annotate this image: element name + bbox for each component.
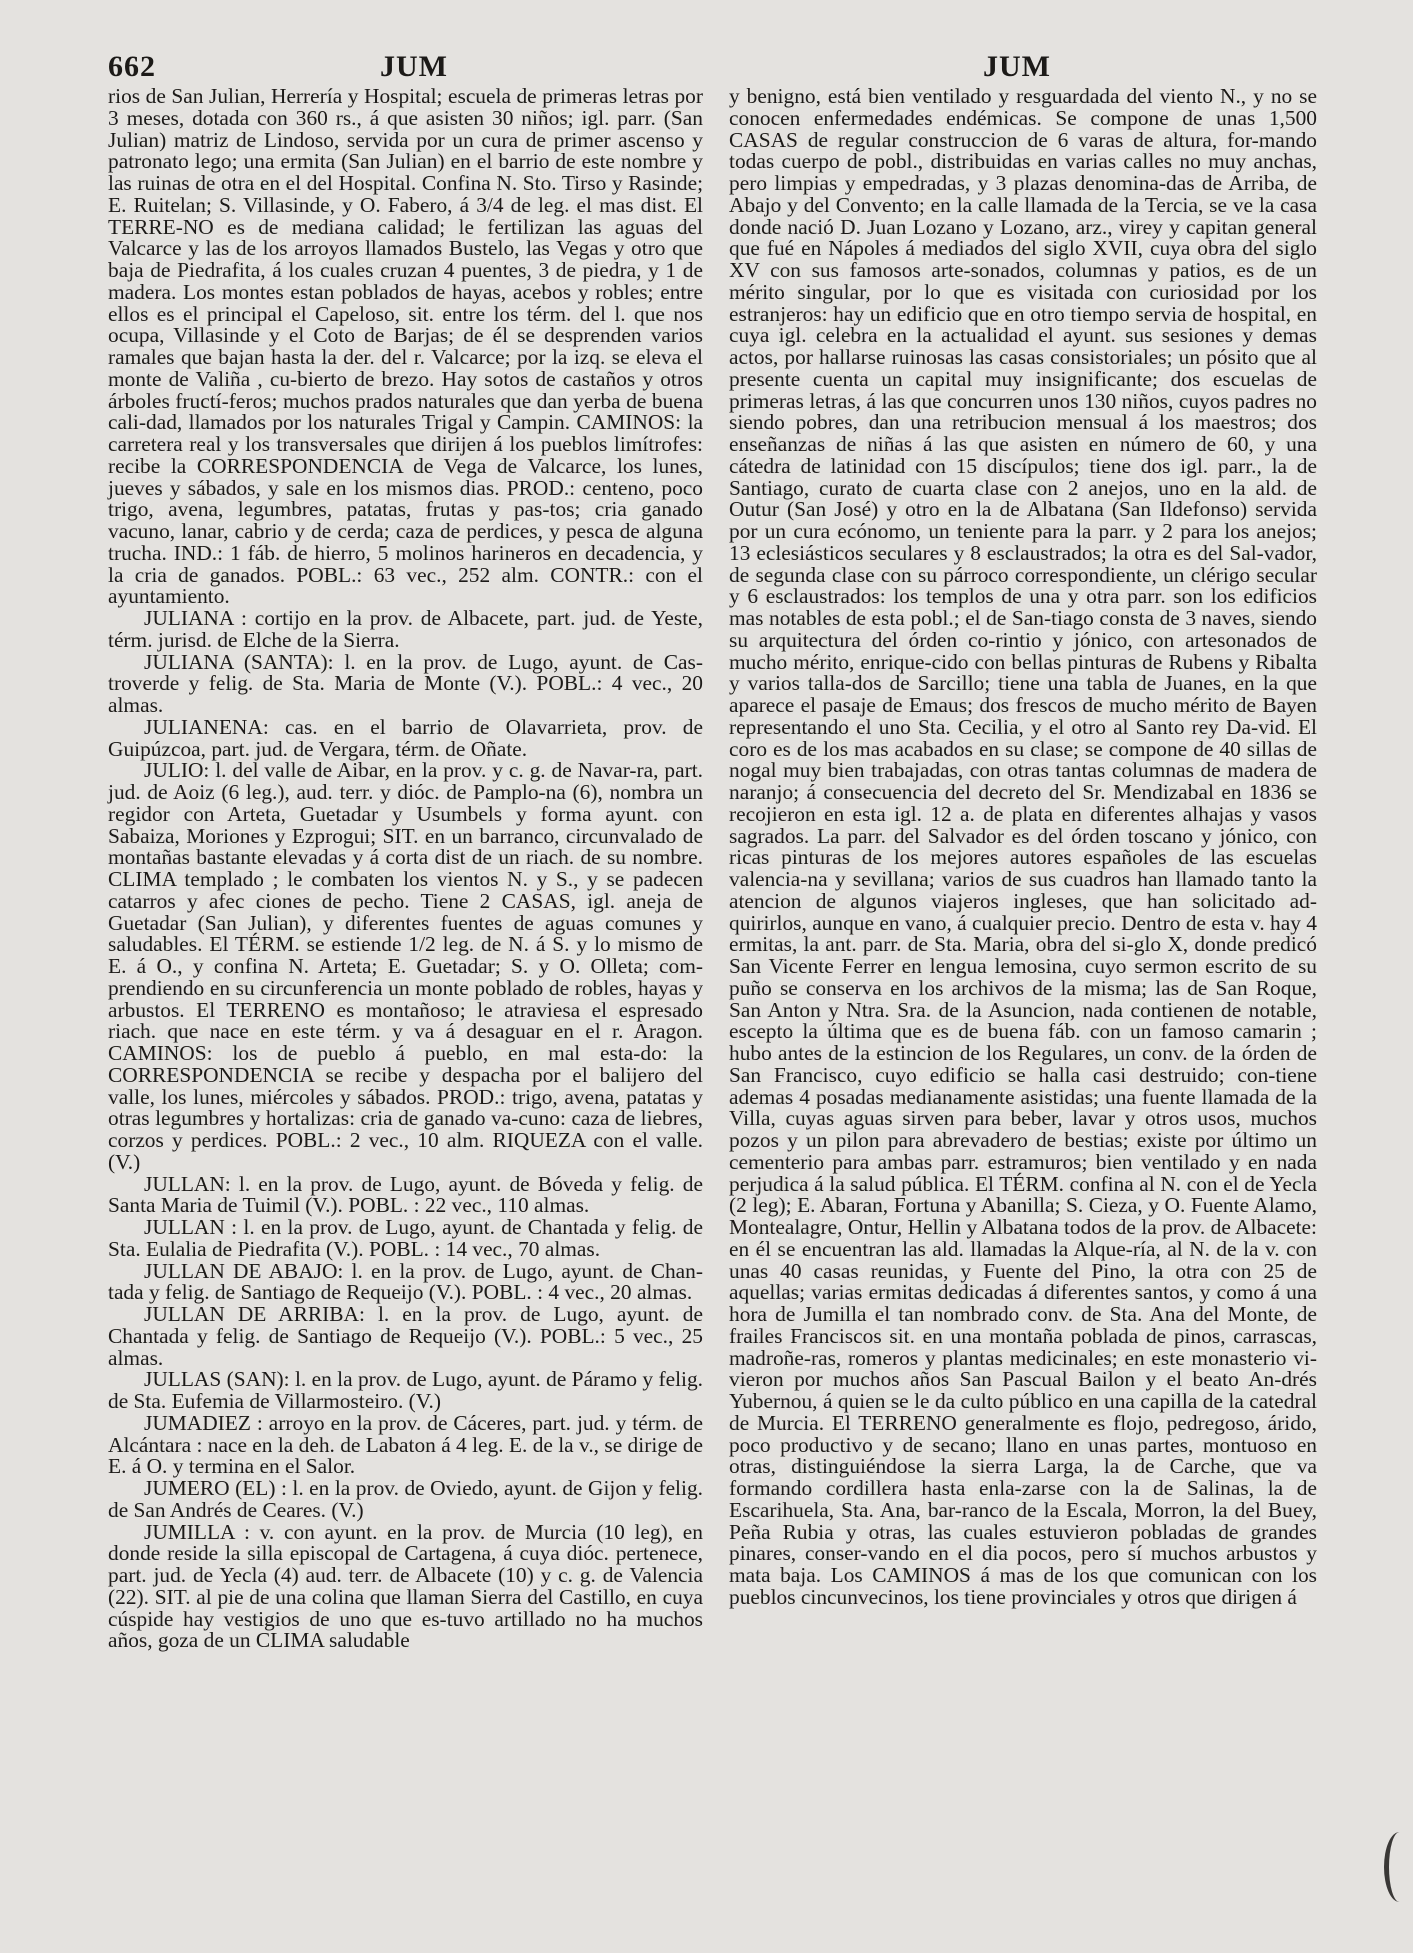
- text-line: de Albacete: en él se encuentran las ald. llamadas la Alque-: [729, 1215, 1317, 1261]
- text-line: hayas y arbustos. El TERRENO es montañoso; le atraviesa el: [108, 975, 704, 1022]
- text-line: que al presente cuenta un capital muy insignificante; dos: [729, 345, 1317, 391]
- text-line: quirirlos, aunque en vano, á cualquier precio. Dentro de esta: [729, 910, 1245, 935]
- text-line: das de Arriba, de Abajo y del Convento; en la calle llamada de: [729, 171, 1317, 217]
- text-line: 20 almas.: [108, 671, 703, 717]
- text-line: y benigno, está bien ventilado y resguardada del viento N., y: [729, 84, 1264, 108]
- text-line: Pino, la otra con 25 de aquellas; varias ermitas dedicadas: [729, 1258, 1317, 1305]
- text-line: y 1 de madera. Los montes estan poblados de hayas, acebos: [108, 258, 703, 304]
- text-line: la carretera real y los transversales que dirijen á los pueblos: [108, 410, 703, 456]
- text-line: bierto de brezo. Hay sotos de castaños y otros árboles fructí-: [108, 366, 703, 413]
- text-line: no se conocen enfermedades endémicas. Se compone de unas: [729, 84, 1317, 130]
- text-line: dad, llamados por los naturales Trigal y Campin. CAMINOS:: [146, 410, 682, 435]
- margin-bracket-mark: [1384, 1832, 1413, 1902]
- text-line: almas.: [636, 1280, 693, 1305]
- text-line: 1,500 CASAS de regular construccion de 6 varas de altura, for-: [729, 105, 1317, 152]
- text-line: vando en el dia pocos, pero sí muchos arbustos y mata baja.: [729, 1541, 1317, 1587]
- text-line: del r. Valcarce; por la izq. se eleva el monte de Valiña , cu-: [108, 345, 703, 391]
- text-line: Montealagre, Ontur, Hellin y Albatana todos de la prov.: [729, 1215, 1206, 1239]
- running-head-right: JUM: [983, 50, 1051, 83]
- text-line: San Francisco, cuyo edificio se halla casi destruido; con-: [729, 1062, 1276, 1087]
- text-line: eclesiásticos seculares y 8 esclaustrados; la otra es del Sal-: [756, 540, 1264, 565]
- text-line: de la misma; las de San Roque, San Anton y Ntra. Sra. de: [729, 975, 1317, 1022]
- text-line: Julian), y diferentes fuentes de aguas comunes y saludables.: [108, 910, 704, 957]
- text-line: pertenece, part. jud. de Yecla (4) aud. terr. de Albacete (10): [108, 1541, 703, 1587]
- text-line: los lunes, jueves y sábados, y sale en los mismos dias. PROD.:: [108, 453, 704, 500]
- text-line: felig. de Santa Maria de Tuimil (V.). POBL. : 22 vec., 110: [108, 1171, 703, 1218]
- text-line: la Asuncion, nada contienen de notable, escepto la última: [729, 997, 1317, 1044]
- text-line: cuarta clase con 2 anejos, uno en la ald. de Outur (San José): [729, 475, 1317, 522]
- text-line: el pasaje de Emaus; dos frescos de mucho mérito de Bayen: [800, 693, 1317, 717]
- text-line: Abaran, Fortuna y Abanilla; S. Cieza, y O. Fuente Alamo,: [819, 1193, 1317, 1218]
- text-line: tos; cria ganado vacuno, lanar, cabrio y de cerda; caza de: [108, 497, 703, 543]
- entry-paragraph: [108, 1519, 703, 1653]
- text-line: JUMILLA : v. con ayunt. en la prov. de Murcia (10 leg),: [144, 1519, 674, 1544]
- text-line: que es de buena fáb. con un famoso camarin ; hubo antes: [729, 1019, 1317, 1065]
- text-line: pública. El TÉRM. confina al N. con el de Yecla (2 leg); E.: [729, 1171, 1317, 1218]
- text-line: alm. RIQUEZA con el valle. (V.): [108, 1128, 703, 1174]
- text-line: por hallarse ruinosas las casas consistoriales; un pósito: [784, 345, 1259, 369]
- text-line: Los CAMINOS á mas de los que comunican con los pueblos: [729, 1563, 1317, 1609]
- text-line: y las de los arroyos llamados Bustelo, las Vegas y otro que: [188, 236, 703, 261]
- running-head-left: JUM: [380, 50, 448, 83]
- text-line: de primer ascenso y patronato lego; una ermita (San Julian): [108, 127, 703, 174]
- text-line: de 40 sillas de nogal muy bien trabajadas, con otras tantas: [729, 736, 1317, 783]
- text-line: el r. Aragon. CAMINOS: los de pueblo á pueblo, en mal esta-: [108, 1019, 703, 1065]
- entry-paragraph: [108, 1478, 703, 1522]
- text-line: espresado riach. que nace en este térm. y va á desaguar en: [108, 997, 703, 1044]
- text-line: ría, al N. de la v. con unas 40 casas reunidas, y Fuente del: [729, 1236, 1317, 1283]
- text-line: rintio y jónico, con artesonados de mucho mérito, enrique-: [729, 627, 1317, 674]
- text-line: 25 almas.: [108, 1323, 703, 1370]
- text-line: JULIANENA: cas. en el barrio de Olavarrieta, prov. de: [144, 714, 703, 739]
- text-line: dos de Sarcillo; tiene una tabla de Juanes, en la que aparece: [729, 671, 1317, 717]
- entry-paragraph: [108, 1369, 703, 1413]
- text-line: del Sr. Mendizabal en 1836 se recojieron en esta igl. 12 a.: [729, 780, 1317, 826]
- text-line: sonados, columnas y patios, es de un mérito singular, por lo: [729, 258, 1317, 304]
- text-line: 63 vec., 252 alm. CONTR.: con el ayuntamiento.: [108, 562, 703, 609]
- text-line: en donde reside la silla episcopal de Cartagena, á cuya dióc.: [108, 1519, 703, 1566]
- text-line: drés Yubernou, á quien se le da culto público en una capilla: [729, 1367, 1317, 1413]
- text-line: tada y felig. de Santiago de Requeijo (V.). POBL. : 4 vec., 20: [108, 1280, 632, 1305]
- page-number: 662: [108, 50, 156, 83]
- text-line: JULLAN DE ARRIBA: l. en la prov. de Lugo, ayunt. de: [144, 1302, 703, 1326]
- text-line: perdices, y pesca de alguna trucha. IND.: 1 fáb. de hierro, 5: [108, 519, 703, 565]
- text-line: barranco, circunvalado de montañas bastante elevadas y á: [108, 823, 703, 870]
- text-line: á diferentes santos, y como á una hora de Jumilla el tan: [729, 1280, 1317, 1326]
- text-line: Chantada y felig. de Santiago de Requeijo (V.). POBL.: 5 vec.,: [108, 1323, 674, 1348]
- text-line: cincunvecinos, los tiene provinciales y otros que dirigen á: [800, 1584, 1297, 1609]
- text-line: en el barrio de este nombre y las ruinas de otra en el del: [108, 149, 703, 195]
- text-line: baja de Piedrafita, á los cuales cruzan 4 puentes, 3 de piedra,: [108, 258, 642, 282]
- text-line: na (6), nombra un regidor con Arteta, Guetadar y Usumbels: [108, 780, 703, 826]
- text-line: la Tercia, se ve la casa donde nació D. Juan Lozano y Lozano,: [729, 192, 1317, 239]
- text-line: mensual á los maestros; dos enseñanzas de niñas á las que: [729, 410, 1317, 456]
- text-line: nombrado conv. de Sta. Ana del Monte, de frailes Franciscos: [729, 1302, 1317, 1348]
- text-line: llamada de la Villa, cuyas aguas sirven para beber, lavar y: [729, 1084, 1317, 1131]
- text-line: celebra en la actualidad el ayunt. sus sesiones y demas actos,: [729, 323, 1317, 369]
- text-line: ecónomo, un teniente para la parr. y 2 para los anejos; 13: [729, 519, 1317, 565]
- entry-paragraph: [108, 1171, 703, 1218]
- entry-paragraph: [108, 1217, 703, 1261]
- text-line: almas.: [544, 1236, 601, 1261]
- text-line: JULLAN DE ABAJO: l. en la prov. de Lugo, ayunt. de Chan-: [144, 1258, 703, 1283]
- text-line: cuno: caza de liebres, corzos y perdices. POBL.: 2 vec., 10: [108, 1106, 704, 1152]
- text-line: del valle, los lunes, miércoles y sábados. PROD.: trigo, avena,: [108, 1062, 703, 1109]
- text-line: y felig. de Sta. Eulalia de Piedrafita (V.). POBL. : 14 vec., 70: [108, 1215, 703, 1261]
- text-line: letras por 3 meses, dotada con 360 rs., á que asisten 30 niños;: [108, 84, 703, 130]
- text-line: de la catedral de Murcia. El TERRENO generalmente es flojo,: [729, 1389, 1317, 1435]
- text-line: NO es de mediana calidad; le fertilizan las aguas del Valcarce: [108, 214, 703, 261]
- entry-paragraph: [108, 608, 703, 652]
- text-line: otros usos, muchos pozos y un pilon para abrevadero de: [729, 1106, 1317, 1152]
- entry-paragraph: [108, 1410, 703, 1479]
- text-line: y c. g. de Valencia (22). SIT. al pie de una colina que llaman: [108, 1563, 703, 1609]
- text-line: niños, cuyos padres no siendo pobres, dan una retribucion: [729, 388, 1317, 435]
- text-line: representando el uno Sta. Cecilia, y el otro al Santo rey Da-: [729, 714, 1259, 739]
- right-column: [729, 86, 1317, 1609]
- text-line: de la estincion de los Regulares, un conv. de la órden de: [828, 1041, 1317, 1065]
- text-line: limítrofes: recibe la CORRESPONDENCIA de Vega de Valcarce,: [108, 432, 703, 478]
- text-line: de él se desprenden varios ramales que bajan hasta la der.: [108, 323, 703, 369]
- text-line: Sierra del Castillo, en cuya cúspide hay vestigios de uno que es-: [108, 1584, 703, 1631]
- text-line: Yeste, térm. jurisd. de Elche de la Sierra.: [108, 606, 703, 652]
- text-line: El TÉRM. se estiende 1/2 leg. de N. á S. y lo mismo de E. á: [108, 932, 703, 978]
- text-line: muy anchas, pero limpias y empedradas, y 3 plazas denomina-: [729, 149, 1317, 195]
- text-line: cuyo sermon escrito de su puño se conserva en los archivos: [729, 954, 1317, 1000]
- text-line: térm. de Alcántara : nace en la deh. de Labaton á 4 leg. E.: [108, 1410, 703, 1457]
- text-line: mando todas cuerpo de pobl., distribuidas en varias calles no: [729, 127, 1317, 174]
- text-line: troverde y felig. de Sta. Maria de Monte (V.). POBL.: 4 vec.,: [108, 671, 673, 696]
- text-line: las cuales estuvieron pobladas de grandes pinares, conser-: [729, 1519, 1318, 1566]
- text-line: centeno, poco trigo, avena, legumbres, patatas, frutas y pas-: [108, 475, 703, 522]
- text-line: vid. El coro es de los mas acabados en su clase; se compone: [729, 714, 1317, 761]
- text-line: arz., virey y capitan general que fué en Nápoles á mediados: [729, 214, 1317, 261]
- text-line: de plata en diferentes alhajas y vasos sagrados. La parr. del: [729, 801, 1318, 848]
- text-line: y robles; entre ellos es el principal el Capeloso, sit. entre los: [108, 279, 703, 326]
- text-line: del siglo XVII, cuya obra del siglo XV con sus famosos arte-: [729, 236, 1317, 282]
- text-line: Guipúzcoa, part. jud. de Vergara, térm. de Oñate.: [108, 736, 528, 761]
- text-line: vador, de segunda clase con su párroco correspondiente, un: [729, 540, 1317, 587]
- text-line: v. hay 4 ermitas, la ant. parr. de Sta. Maria, obra del si-: [729, 910, 1317, 957]
- text-line: y felig. de San Andrés de Ceares. (V.): [108, 1476, 703, 1522]
- text-line: do: la CORRESPONDENCIA se recibe y despacha por el balijero: [108, 1041, 704, 1087]
- text-line: na y sevillana; varios de sus cuadros han llamado tanto la: [807, 867, 1317, 891]
- text-line: Salvador es del órden toscano y jónico, con ricas pinturas: [729, 823, 1317, 870]
- text-line: vieron por muchos años San Pascual Bailon y el beato An-: [729, 1367, 1282, 1392]
- text-line: clérigo secular y 6 esclaustrados: los templos de una y otra: [729, 562, 1317, 609]
- text-line: ras, romeros y plantas medicinales; en este monasterio vi-: [810, 1345, 1317, 1370]
- text-line: feros; muchos prados naturales que dan yerba de buena cali-: [108, 388, 703, 435]
- text-line: estramuros; bien ventilado y en nada perjudica á la salud: [729, 1149, 1317, 1196]
- text-line: parr. son los edificios mas notables de esta pobl.; el de San-: [729, 584, 1317, 630]
- paragraph: [729, 86, 1317, 1609]
- text-line: ciones de pecho. Tiene 2 CASAS, igl. aneja de Guetadar (San: [108, 888, 703, 935]
- text-line: tiene ademas 4 posadas medianamente asistidas; una fuente: [729, 1062, 1317, 1109]
- paragraph: [108, 86, 703, 608]
- text-line: almas.: [534, 1193, 590, 1218]
- entry-paragraph: [108, 714, 703, 761]
- text-line: de los mejores autores españoles de las escuelas valencia-: [729, 845, 1317, 891]
- text-line: bestias; existe por último un cementerio para ambas parr.: [729, 1128, 1317, 1174]
- text-line: asisten en número de 60, y una cátedra de latinidad con 15: [729, 432, 1317, 478]
- text-line: sit. en una montaña poblada de pinos, carrascas, madroñe-: [729, 1323, 1317, 1370]
- text-line: JUMERO (EL) : l. en la prov. de Oviedo, ayunt. de Gijon: [144, 1476, 637, 1500]
- text-line: térm. del l. que nos ocupa, Villasinde y el Coto de Barjas;: [108, 301, 703, 348]
- text-line: ra, part. jud. de Aoiz (6 leg.), aud. terr. y dióc. de Pamplo-: [108, 758, 703, 804]
- text-line: molinos harineros en decadencia, y la cria de ganados. POBL.:: [108, 540, 703, 587]
- text-line: O., y confina N. Arteta; E. Guetadar; S. y O. Olleta; com-: [156, 954, 703, 978]
- text-line: tuvo artillado no ha muchos años, goza de un CLIMA saludable: [108, 1606, 703, 1653]
- text-line: JULIANA (SANTA): l. en la prov. de Lugo, ayunt. de Cas-: [144, 649, 703, 674]
- text-line: JULIO: l. del valle de Aibar, en la prov. y c. g. de Navar-: [144, 758, 637, 783]
- text-line: de la v., se dirige de E. á O. y termina en el Salor.: [108, 1432, 703, 1479]
- text-line: que es visitada con curiosidad por los estranjeros: hay un: [729, 279, 1317, 326]
- text-line: JUMADIEZ : arroyo en la prov. de Cáceres, part. jud. y: [144, 1410, 627, 1435]
- text-line: y felig. de Sta. Eufemia de Villarmosteiro. (V.): [108, 1367, 703, 1413]
- text-line: combaten los vientos N. y S., y se padecen catarros y afec: [108, 867, 704, 913]
- entry-paragraph: [108, 760, 703, 1173]
- text-line: atencion de algunos viajeros ingleses, que han solicitado ad-: [729, 888, 1317, 913]
- text-line: Hospital. Confina N. Sto. Tirso y Rasinde; E. Ruitelan; S.: [108, 171, 704, 217]
- text-line: cido con bellas pinturas de Rubens y Ribalta y varios talla-: [729, 649, 1317, 696]
- text-line: corta dist de un riach. de su nombre. CLIMA templado ; le: [108, 845, 703, 891]
- text-line: igl. parr. (San Julian) matriz de Lindoso, servida por un cura: [108, 105, 703, 152]
- entry-paragraph: [108, 1258, 703, 1305]
- text-line: rios de San Julian, Herrería y Hospital; escuela de primeras: [108, 84, 618, 108]
- text-line: patatas y otras legumbres y hortalizas: cria de ganado va-: [108, 1084, 703, 1131]
- text-line: ranco de la Escala, Morron, la del Buey, Peña Rubia y otras,: [729, 1497, 1317, 1544]
- text-line: y otro en la de Albatana (San Ildefonso) servida por un cura: [729, 497, 1317, 543]
- text-line: glo X, donde predicó San Vicente Ferrer en lengua lemosina,: [729, 932, 1317, 978]
- text-line: Villasinde, y O. Fabero, á 3/4 de leg. el mas dist. El TERRE-: [108, 192, 703, 239]
- text-line: JULLAN: l. en la prov. de Lugo, ayunt. de Bóveda y: [144, 1171, 622, 1196]
- text-line: pedregoso, árido, poco productivo y de secano; llano en: [729, 1410, 1317, 1457]
- text-line: columnas de madera de naranjo; á consecuencia del decreto: [729, 758, 1317, 804]
- text-line: y forma ayunt. con Sabaiza, Moriones y Ezprogui; SIT. en un: [108, 801, 703, 848]
- text-line: zarse con la de Salinas, la de Escarihuela, Sta. Ana, bar-: [729, 1476, 1318, 1522]
- text-line: JULLAS (SAN): l. en la prov. de Lugo, ayunt. de Páramo: [144, 1367, 638, 1392]
- entry-paragraph: [108, 1304, 703, 1369]
- text-line: unas partes, montuoso en otras, distinguiéndose la sierra: [729, 1432, 1318, 1479]
- entry-paragraph: [108, 649, 703, 717]
- text-line: escuelas de primeras letras, á las que concurren unos 130: [729, 366, 1317, 413]
- text-line: Larga, la de Carche, que va formando cordillera hasta enla-: [729, 1454, 1317, 1500]
- text-line: edificio que en otro tiempo servia de hospital, en cuya igl.: [729, 301, 1317, 348]
- text-line: JULLAN : l. en la prov. de Lugo, ayunt. de Chantada: [144, 1215, 609, 1239]
- left-column: [108, 86, 703, 1652]
- text-line: discípulos; tiene dos igl. parr., la de Santiago, curato de: [729, 453, 1317, 500]
- text-line: JULIANA : cortijo en la prov. de Albacete, part. jud. de: [144, 606, 645, 630]
- text-line: prendiendo en su circunferencia un monte poblado de robles,: [108, 975, 633, 1000]
- text-line: tiago consta de 3 naves, siendo su arquitectura del órden co-: [729, 606, 1317, 652]
